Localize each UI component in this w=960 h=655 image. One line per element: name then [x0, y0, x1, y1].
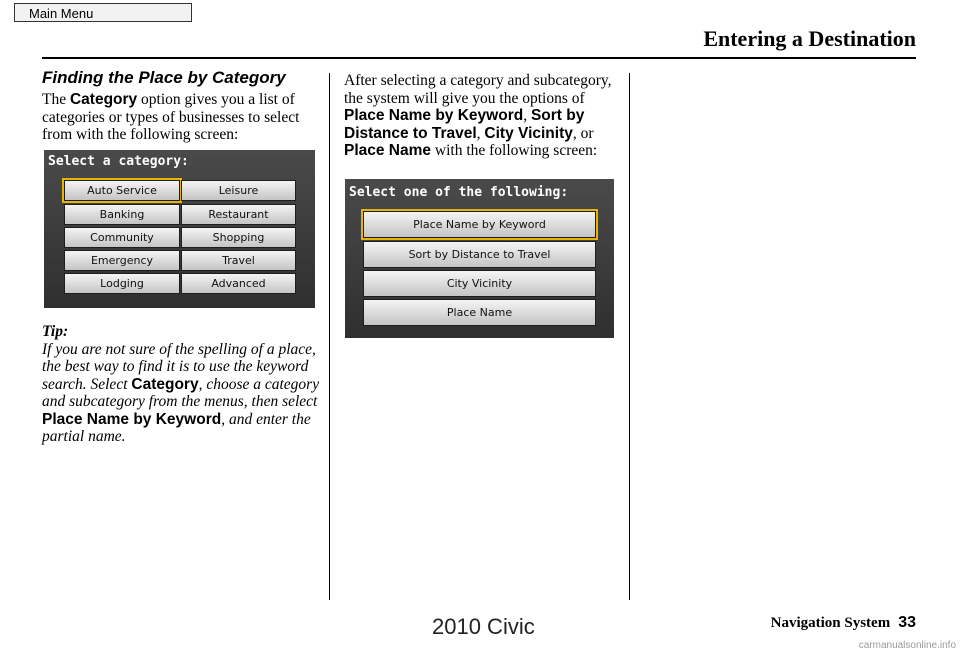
footer-model: 2010 Civic	[432, 614, 535, 639]
options-text-5: with the following screen:	[431, 142, 598, 159]
footer-nav	[771, 614, 916, 632]
options-screen-title: Select one of the following:	[349, 185, 569, 200]
header-rule	[42, 57, 916, 59]
tip-term-place-name-by-keyword: Place Name by Keyword	[42, 410, 222, 428]
category-button-leisure[interactable]: Leisure	[181, 180, 296, 201]
intro-text-2: option gives you a list of categories or types of businesses to select from with the following screen:	[42, 91, 300, 143]
footer-nav-label: Navigation System	[770, 615, 891, 631]
section-title: Entering a Destination	[703, 26, 916, 51]
tip-text-2: , choose a category and subcategory from the menus, then select	[42, 375, 320, 410]
category-button-restaurant[interactable]: Restaurant	[181, 204, 296, 225]
tip-label: Tip:	[42, 323, 69, 340]
options-text-4: , or	[572, 124, 594, 142]
category-button-banking[interactable]: Banking	[64, 204, 180, 225]
page-number: 33	[898, 614, 916, 631]
option-button-place-name-by-keyword[interactable]: Place Name by Keyword	[363, 211, 596, 238]
category-button-lodging[interactable]: Lodging	[64, 273, 180, 294]
options-text-3: ,	[476, 124, 485, 142]
intro-paragraph	[42, 91, 324, 144]
tip-text-1: If you are not sure of the spelling of a place, the best way to find it is to use the keyword search. Select	[42, 340, 316, 393]
options-term-place-name: Place Name	[344, 142, 432, 159]
options-text-1: After selecting a category and subcategory, the system will give you the options of	[344, 72, 612, 107]
options-paragraph	[344, 72, 626, 160]
subheading: Finding the Place by Category	[42, 68, 286, 87]
category-button-shopping[interactable]: Shopping	[181, 227, 296, 248]
category-button-emergency[interactable]: Emergency	[64, 250, 180, 271]
category-screen	[44, 150, 315, 308]
intro-term-category: Category	[69, 91, 138, 108]
category-screen-title: Select a category:	[48, 154, 189, 169]
option-button-sort-by-distance[interactable]: Sort by Distance to Travel	[363, 241, 596, 268]
options-screen	[345, 179, 614, 338]
watermark: carmanualsonline.info	[858, 640, 956, 651]
intro-text-1: The	[42, 91, 70, 108]
column-divider-right	[629, 73, 630, 600]
category-button-advanced[interactable]: Advanced	[181, 273, 296, 294]
options-text-2: ,	[523, 107, 531, 124]
tip-term-category: Category	[131, 375, 199, 393]
options-term-city-vicinity: City Vicinity	[484, 124, 573, 142]
column-divider-left	[329, 73, 330, 600]
category-button-travel[interactable]: Travel	[181, 250, 296, 271]
category-button-community[interactable]: Community	[64, 227, 180, 248]
tip-text-3: , and enter the partial name.	[42, 410, 311, 445]
options-term-keyword: Place Name by Keyword	[344, 107, 524, 124]
options-term-sort-distance: Sort by Distance to Travel	[344, 107, 585, 142]
main-menu-button[interactable]: Main Menu	[14, 3, 192, 22]
tip-block	[42, 323, 326, 446]
option-button-place-name[interactable]: Place Name	[363, 299, 596, 326]
option-button-city-vicinity[interactable]: City Vicinity	[363, 270, 596, 297]
category-button-auto-service[interactable]: Auto Service	[64, 180, 180, 201]
